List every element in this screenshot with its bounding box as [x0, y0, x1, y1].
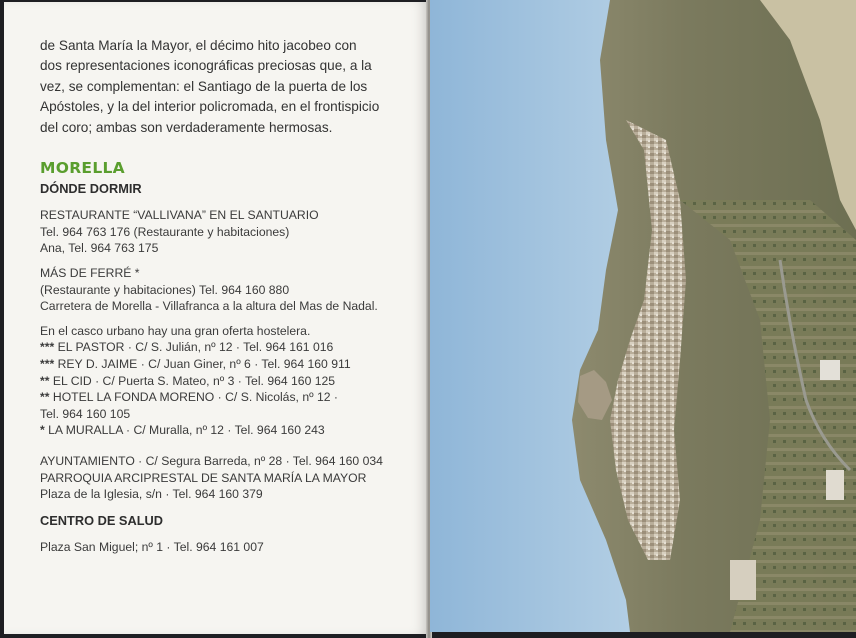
building	[730, 560, 756, 600]
intro-line: Apóstoles, y la del interior policromada, en el frontispicio	[40, 99, 380, 115]
hotel-list	[40, 323, 402, 439]
listing-vallivana	[40, 207, 402, 257]
hotel-text: EL PASTOR · C/ S. Julián, nº 12 · Tel. 964 161 016	[54, 340, 334, 355]
hotel-text: Tel. 964 160 105	[40, 406, 131, 421]
listing-name: RESTAURANTE “VALLIVANA” EN EL SANTUARIO	[40, 208, 319, 223]
intro-line: vez, se complementan: el Santiago de la puerta de los	[40, 78, 368, 94]
parroquia-address: Plaza de la Iglesia, s/n · Tel. 964 160 379	[40, 487, 263, 502]
morella-landscape-photo	[430, 0, 856, 632]
hotel-entry	[40, 339, 402, 356]
right-page-photo	[430, 0, 856, 632]
building	[820, 360, 840, 380]
heading-centro-salud: CENTRO DE SALUD	[40, 512, 163, 528]
intro-line: dos representaciones iconográficas preciosas que, a la	[40, 58, 372, 74]
building	[826, 470, 844, 500]
listing-mas-de-ferre	[40, 265, 402, 315]
hotel-text: EL CID · C/ Puerta S. Mateo, nº 3 · Tel. 964 160 125	[49, 373, 336, 388]
left-page-content	[40, 36, 402, 556]
hotel-stars: **	[40, 390, 50, 405]
left-page	[4, 2, 428, 634]
listing-detail: Ana, Tel. 964 763 175	[40, 241, 159, 256]
intro-paragraph	[40, 36, 402, 138]
hotel-stars: ***	[40, 356, 55, 371]
hotel-entry	[40, 389, 402, 406]
hotel-entry	[40, 406, 402, 423]
parroquia-line: PARROQUIA ARCIPRESTAL DE SANTA MARÍA LA MAYOR	[40, 470, 367, 485]
hotel-entry	[40, 373, 402, 390]
hotel-list-intro: En el casco urbano hay una gran oferta hostelera.	[40, 323, 311, 338]
hotel-text: LA MURALLA · C/ Muralla, nº 12 · Tel. 964 160 243	[44, 423, 325, 438]
listing-detail: Carretera de Morella - Villafranca a la altura del Mas de Nadal.	[40, 299, 378, 314]
listing-name: MÁS DE FERRÉ *	[40, 266, 140, 280]
hotel-entry	[40, 422, 402, 439]
section-title-morella: MORELLA	[40, 159, 125, 178]
hotel-text: REY D. JAIME · C/ Juan Giner, nº 6 · Tel. 964 160 911	[54, 356, 351, 371]
intro-line: de Santa María la Mayor, el décimo hito jacobeo con	[40, 38, 357, 53]
ayuntamiento-line: AYUNTAMIENTO · C/ Segura Barreda, nº 28 · Tel. 964 160 034	[40, 453, 383, 468]
hotel-entry	[40, 356, 402, 373]
hotel-stars: ***	[40, 340, 55, 355]
listing-detail: Tel. 964 763 176 (Restaurante y habitaciones)	[40, 224, 290, 239]
centro-salud-address: Plaza San Miguel; nº 1 · Tel. 964 161 007	[40, 540, 264, 555]
hotel-stars: *	[40, 423, 45, 438]
heading-donde-dormir: DÓNDE DORMIR	[40, 180, 142, 196]
hotel-text: HOTEL LA FONDA MORENO · C/ S. Nicolás, nº 12 ·	[49, 390, 338, 405]
intro-line: del coro; ambas son verdaderamente hermosas.	[40, 119, 333, 135]
hotel-stars: **	[40, 373, 50, 388]
listing-detail: (Restaurante y habitaciones) Tel. 964 160 880	[40, 282, 290, 297]
contacts-block	[40, 453, 402, 503]
